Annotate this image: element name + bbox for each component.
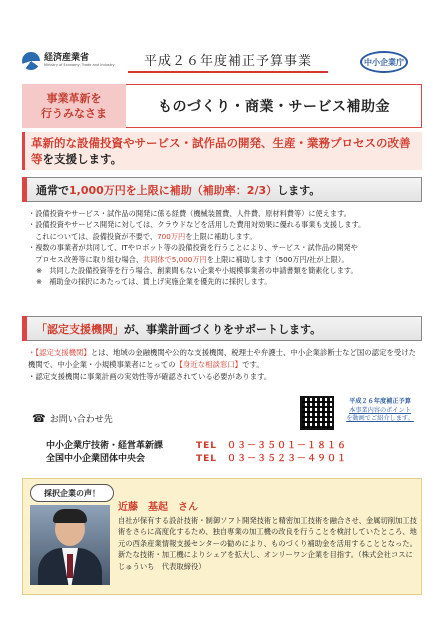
contact-row: [46, 440, 406, 453]
subsidy-amount: 1,000万円を上限に補助（補助率：2/3）: [69, 183, 278, 197]
photo-hair: [53, 509, 87, 523]
tagline-line2: 行うみなさま: [41, 107, 107, 120]
title-tagline: [22, 84, 126, 128]
bullet-item: プロセス改善等に取り組む場合、共同体で5,000万円を上限に補助します（500万円/社が上限）。: [28, 254, 349, 264]
testimonial-body: 自社が保有する設計技術・制御ソフト開発技術と精密加工技術を融合させ、金属切削加工技術をさらに高度化するため、独自専業の加工機の改良を行うことを検討していたところ、地元の西条産業情報支援センターの勧めにより、ものづくり補助金を活用することとなった。新たな技術・加工機によりシェアを拡大し、オンリーワン企業を目指す。（株式会社コスにじゅういち 代表取締役）: [118, 516, 417, 571]
contact-row: [46, 453, 406, 466]
budget-title: 平成２６年度補正予算事業: [143, 54, 312, 69]
ministry-name: 経済産業省: [44, 53, 90, 64]
bullet-item: ・複数の事業者が共同して、ITやロボット等の設備投資を行うことにより、サービス・試作品の開発や: [28, 243, 358, 253]
bullet-item: ・設備投資やサービス開発に対しては、クラウドなどを活用した費用対効果に優れる事業も支援します。: [28, 220, 366, 230]
contact-org: 中小企業庁技術・経営革新課: [46, 441, 164, 451]
support-headline: [36, 316, 416, 341]
tagline-line1: 事業革新を: [46, 92, 102, 105]
ministry-name-en: Ministry of Economy, Trade and Industry: [44, 62, 115, 67]
note-item: ※ 共同した設備投資等を行う場合、創業間もない企業や小規模事業者の申請書類を簡素化します。: [36, 266, 358, 276]
bullet-item: ・設備投資やサービス・試作品の開発に係る経費（機械装置費、人件費、原材料費等）に使えます。: [28, 209, 351, 218]
testimonial-tag: 採択企業の声！: [30, 484, 114, 502]
support-bullet: ・【認定支援機関】とは、地域の金融機関や公的な支援機関、税理士や弁護士、中小企業診断士など国の認定を受けた機関で、中小企業・小規模事業者にとっての【身近な相談窓口】です。: [28, 348, 417, 369]
contact-org: 全国中小企業団体中央会: [46, 454, 146, 464]
bullet-item: これについては、設備投資が不要で、700万円を上限に補助します。: [28, 231, 257, 241]
subsidy-suffix: します。: [277, 183, 321, 197]
contact-tel[interactable]: TEL ０３－３５０１－１８１６: [196, 441, 348, 451]
note-item: ※ 補助金の採択にあたっては、賃上げ実施企業を優先的に採択します。: [36, 277, 272, 287]
photo-tie: [67, 554, 73, 578]
subsidy-bullets: [28, 208, 422, 288]
intro-statement: [22, 132, 422, 170]
support-rest: が、事業計画づくりをサポートします。: [124, 322, 322, 336]
agency-badge: 中小企業庁: [360, 51, 408, 73]
support-accent: [22, 316, 27, 341]
subsidy-headline: [36, 177, 416, 202]
qr-code[interactable]: [300, 396, 334, 430]
subsidy-prefix: 通常で: [36, 183, 69, 197]
phone-icon: ☎: [32, 411, 46, 425]
meti-emblem-icon: [22, 52, 40, 70]
qr-title: 平成２６年度補正予算: [349, 398, 411, 405]
contact-heading: [32, 410, 172, 426]
contact-list: [46, 440, 406, 466]
support-bullets: [28, 347, 422, 383]
contact-heading-label: お問い合わせ先: [49, 414, 113, 425]
video-link[interactable]: 本事業内容のポイント を動画でご紹介します。: [346, 407, 414, 423]
support-highlight: 「認定支援機関」: [36, 322, 124, 336]
intro-highlight: 革新的な設備投資やサービス・試作品の開発、生産・業務プロセスの改善等: [31, 136, 411, 166]
subsidy-accent: [22, 177, 27, 202]
testimonial-name: 近藤 基起 さん: [118, 502, 198, 513]
page-title: ものづくり・商業・サービス補助金: [158, 99, 390, 115]
meti-logo: [22, 46, 118, 76]
budget-underline: [128, 71, 328, 73]
contact-tel[interactable]: TEL ０３－３５２３－４９０１: [196, 454, 348, 464]
intro-rest: を支援します。: [42, 152, 123, 166]
support-bullet: ・認定支援機関に事業計画の実効性等が確認されている必要があります。: [28, 372, 272, 381]
